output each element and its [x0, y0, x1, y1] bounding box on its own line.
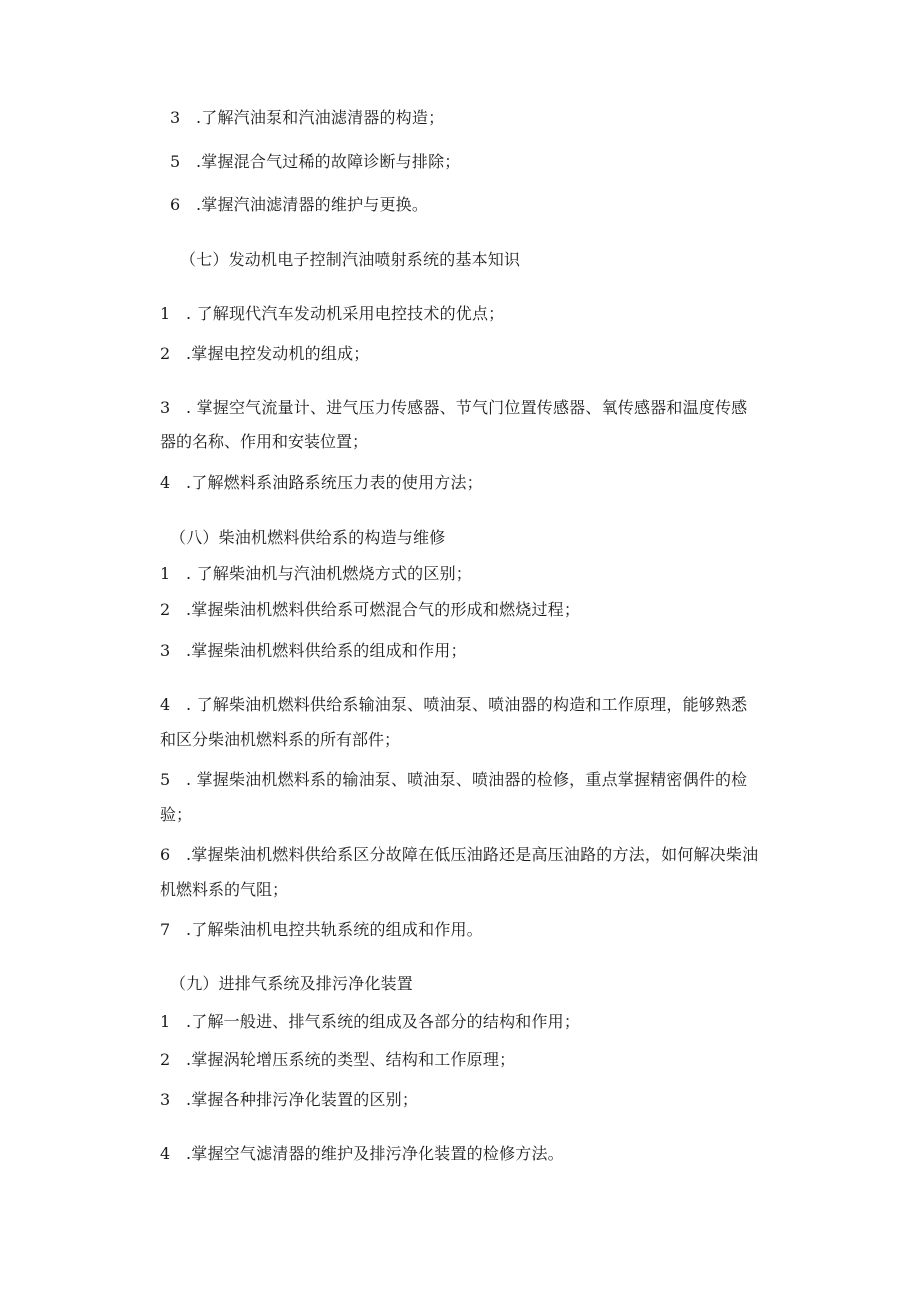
list-item [170, 195, 428, 215]
item-text: .掌握汽油滤清器的维护与更换。 [196, 195, 429, 214]
section-heading: （八）柴油机燃料供给系的构造与维修 [170, 528, 446, 547]
item-number: 5 [160, 770, 171, 789]
list-item [160, 1090, 418, 1110]
list-item [160, 920, 483, 940]
list-item [160, 344, 370, 364]
list-item [160, 845, 758, 865]
list-item [160, 564, 472, 584]
item-number: 6 [170, 195, 181, 214]
item-number: 2 [160, 344, 171, 363]
item-text: .掌握柴油机燃料供给系区分故障在低压油路还是高压油路的方法，如何解决柴油 [186, 845, 759, 864]
item-continuation: 器的名称、作用和安装位置； [160, 432, 369, 451]
item-number: 1 [160, 564, 171, 583]
list-item [160, 770, 747, 790]
item-number: 3 [160, 1090, 171, 1109]
item-number: 4 [160, 473, 171, 492]
item-number: 3 [160, 641, 171, 660]
item-number: 7 [160, 920, 171, 939]
item-number: 4 [160, 1144, 171, 1163]
item-text: .了解燃料系油路系统压力表的使用方法； [186, 473, 483, 492]
item-text: .了解柴油机电控共轨系统的组成和作用。 [186, 920, 483, 939]
list-item [160, 641, 467, 661]
item-number: 1 [160, 1012, 171, 1031]
section-heading: （九）进排气系统及排污净化装置 [170, 974, 414, 993]
item-number: 2 [160, 1050, 171, 1069]
item-continuation: 和区分柴油机燃料系的所有部件； [160, 730, 401, 749]
item-text: .了解汽油泵和汽油滤清器的构造； [196, 108, 445, 127]
item-number: 2 [160, 600, 171, 619]
item-text: .掌握各种排污净化装置的区别； [186, 1090, 419, 1109]
item-text: . 了解柴油机燃料供给系输油泵、喷油泵、喷油器的构造和工作原理，能够熟悉 [186, 695, 748, 714]
item-number: 3 [170, 108, 181, 127]
list-item [160, 473, 483, 493]
item-continuation: 验； [160, 805, 193, 824]
item-text: .掌握混合气过稀的故障诊断与排除； [196, 152, 461, 171]
item-text: . 了解现代汽车发动机采用电控技术的优点； [186, 304, 505, 323]
list-item [160, 600, 580, 620]
item-number: 6 [160, 845, 171, 864]
item-text: .掌握涡轮增压系统的类型、结构和工作原理； [186, 1050, 516, 1069]
item-text: .掌握柴油机燃料供给系可燃混合气的形成和燃烧过程； [186, 600, 581, 619]
item-number: 3 [160, 398, 171, 417]
item-text: .掌握柴油机燃料供给系的组成和作用； [186, 641, 467, 660]
item-number: 1 [160, 304, 171, 323]
item-text: .掌握电控发动机的组成； [186, 344, 370, 363]
list-item [160, 398, 747, 418]
list-item [160, 1012, 580, 1032]
item-text: . 掌握柴油机燃料系的输油泵、喷油泵、喷油器的检修，重点掌握精密偶件的检 [186, 770, 748, 789]
item-continuation: 机燃料系的气阻； [160, 880, 289, 899]
item-text: . 掌握空气流量计、进气压力传感器、节气门位置传感器、氧传感器和温度传感 [186, 398, 748, 417]
list-item [170, 108, 444, 128]
item-text: .掌握空气滤清器的维护及排污净化装置的检修方法。 [186, 1144, 564, 1163]
item-text: .了解一般进、排气系统的组成及各部分的结构和作用； [186, 1012, 581, 1031]
list-item [160, 1144, 564, 1164]
item-text: . 了解柴油机与汽油机燃烧方式的区别； [186, 564, 472, 583]
section-heading: （七）发动机电子控制汽油喷射系统的基本知识 [180, 250, 521, 269]
list-item [160, 1050, 515, 1070]
item-number: 5 [170, 152, 181, 171]
list-item [170, 152, 461, 172]
list-item [160, 304, 504, 324]
item-number: 4 [160, 695, 171, 714]
list-item [160, 695, 747, 715]
